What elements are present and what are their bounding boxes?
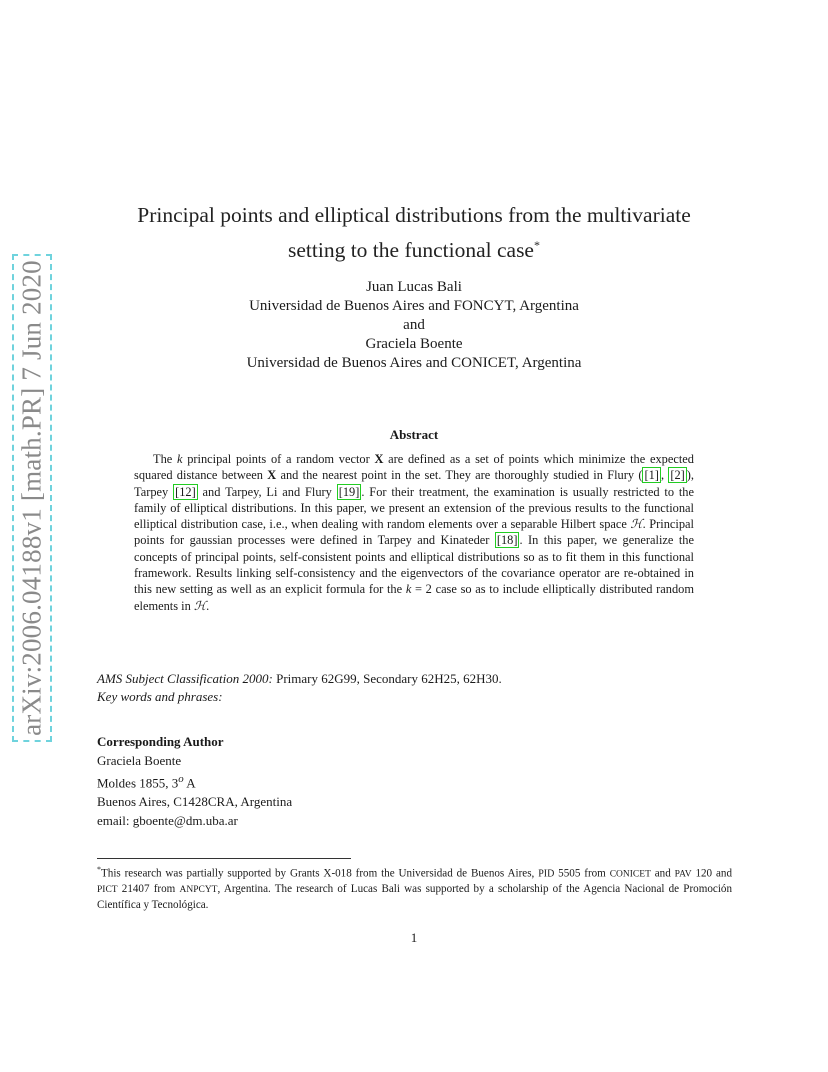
arxiv-stamp — [12, 254, 52, 742]
corresponding-email: email: gboente@dm.uba.ar — [97, 812, 238, 828]
title-line-2: setting to the functional case* — [288, 238, 540, 263]
author-1: Juan Lucas Bali — [366, 279, 462, 295]
corresponding-author-block — [97, 733, 737, 830]
citation-link[interactable]: [18] — [496, 533, 518, 548]
title-line-1: Principal points and elliptical distributions from the multivariate — [137, 203, 691, 227]
classification-block — [97, 670, 737, 706]
corresponding-address-2: Buenos Aires, C1428CRA, Argentina — [97, 794, 293, 810]
author-conjunction: and — [403, 317, 425, 333]
page-number: 1 — [410, 930, 418, 945]
abstract-text: The k principal points of a random vector X are defined as a set of points which minimize the expected squared distance between X and the nearest point in the set. They are thoroughly studied in Flury ( [1] , [2] ), Tarpey [12] and Tarpey, Li and Flury [19] . For their treatment, the examination is usually restricted to the family of elliptical distributions. In this paper, we present an extension of the previous results to the functional elliptical distribution case, i.e., when dealing with random elements over a separable Hilbert space ℋ. Principal points for gaussian processes were defined in Tarpey and Kinateder [18] . In this paper, we generalize the concepts of principal points, self-consistent points and elliptical distributions so as to fit them in this functional framework. Results linking self-consistency and the eigenvectors of the covariance operator are re-obtained in this new setting as well as an explicit formula for the k = 2 case so as to include elliptically distributed random elements in ℋ. — [134, 452, 695, 613]
citation-link[interactable]: [1] — [644, 468, 659, 483]
corresponding-name: Graciela Boente — [97, 752, 182, 768]
citation-link[interactable]: [12] — [175, 484, 196, 499]
citation-link[interactable]: [2] — [670, 468, 685, 483]
footnote-rule — [97, 858, 351, 859]
ams-classification: AMS Subject Classification 2000: Primary 62G99, Secondary 62H25, 62H30. — [97, 671, 502, 686]
corresponding-address-1: Moldes 1855, 3$^o$ A — [97, 773, 196, 791]
abstract-heading: Abstract — [389, 427, 439, 442]
footnote: *This research was partially supported by Grants X-018 from the Universidad de Buenos Aires, PID 5505 from CONICET and PAV 120 and PICT 21407 from ANPCYT, Argentina. The research of Lucas Bali was supported by a scholarship of the Agencia Nacional de Promoción Científica y Tecnológica. — [97, 865, 732, 911]
author-2: Graciela Boente — [365, 336, 463, 352]
title-footnote-mark: * — [533, 238, 540, 252]
affiliation-1: Universidad de Buenos Aires and FONCYT, Argentina — [249, 298, 579, 314]
author-block — [90, 278, 738, 373]
corresponding-heading: Corresponding Author — [97, 734, 224, 749]
arxiv-stamp-text: arXiv:2006.04188v1 [math.PR] 7 Jun 2020 — [16, 260, 47, 736]
keywords-label: Key words and phrases: — [97, 689, 223, 704]
affiliation-2: Universidad de Buenos Aires and CONICET, Argentina — [246, 355, 582, 371]
paper-title — [90, 200, 738, 265]
citation-link[interactable]: [19] — [338, 484, 360, 499]
